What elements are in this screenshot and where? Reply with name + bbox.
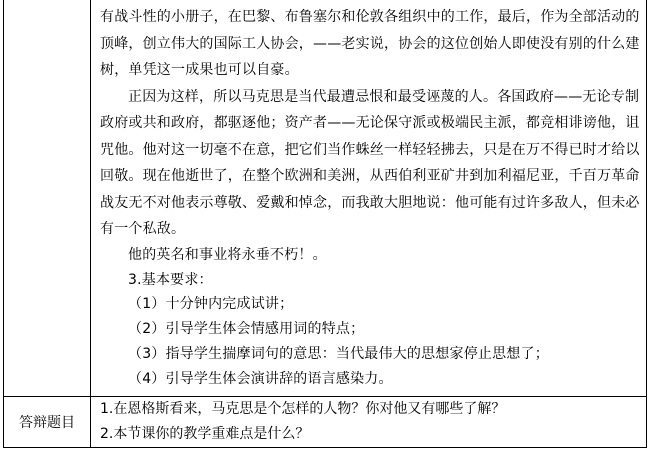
text-line: 战友无不对他表示尊敬、爱戴和悼念，而我敢大胆地说：他可能有过许多敌人，但未必 [100,195,640,211]
text-line: 他的英名和事业将永垂不朽！。 [128,247,327,263]
defense-questions-label: 答辩题目 [19,415,75,431]
text-line: （1）十分钟内完成试讲； [128,296,294,312]
text-line: 有一个私敌。 [100,221,186,237]
question-item: 2.本节课你的教学重难点是什么？ [100,426,310,442]
text-line: （3）指导学生揣摩词句的意思：当代最伟大的思想家停止思想了； [128,346,549,362]
document-table [3,0,647,448]
text-line: （2）引导学生体会情感用词的特点； [128,321,365,337]
row-divider [4,396,646,397]
text-line: 回敬。现在他逝世了，在整个欧洲和美洲，从西伯利亚矿井到加利福尼亚，千百万革命 [100,168,640,184]
text-line: 3.基本要求： [128,272,213,288]
text-line: 政府或共和政府，都驱逐他；资产者——无论保守派或极端民主派，都竞相诽谤他，诅 [100,115,640,131]
text-line: （4）引导学生体会演讲辞的语言感染力。 [128,371,393,387]
column-divider [90,0,91,447]
text-line: 咒他。他对这一切毫不在意，把它们当作蛛丝一样轻轻拂去，只是在万不得已时才给以 [100,142,640,158]
text-line: 正因为这样，所以马克思是当代最遭忌恨和最受诬蔑的人。各国政府——无论专制 [128,89,640,105]
question-item: 1.在恩格斯看来，马克思是个怎样的人物？你对他又有哪些了解？ [100,401,506,417]
text-line: 有战斗性的小册子，在巴黎、布鲁塞尔和伦敦各组织中的工作，最后，作为全部活动的 [100,9,640,25]
text-line: 树，单凭这一成果也可以自豪。 [100,62,299,78]
text-line: 顶峰，创立伟大的国际工人协会，——老实说，协会的这位创始人即使没有别的什么建 [100,36,640,52]
